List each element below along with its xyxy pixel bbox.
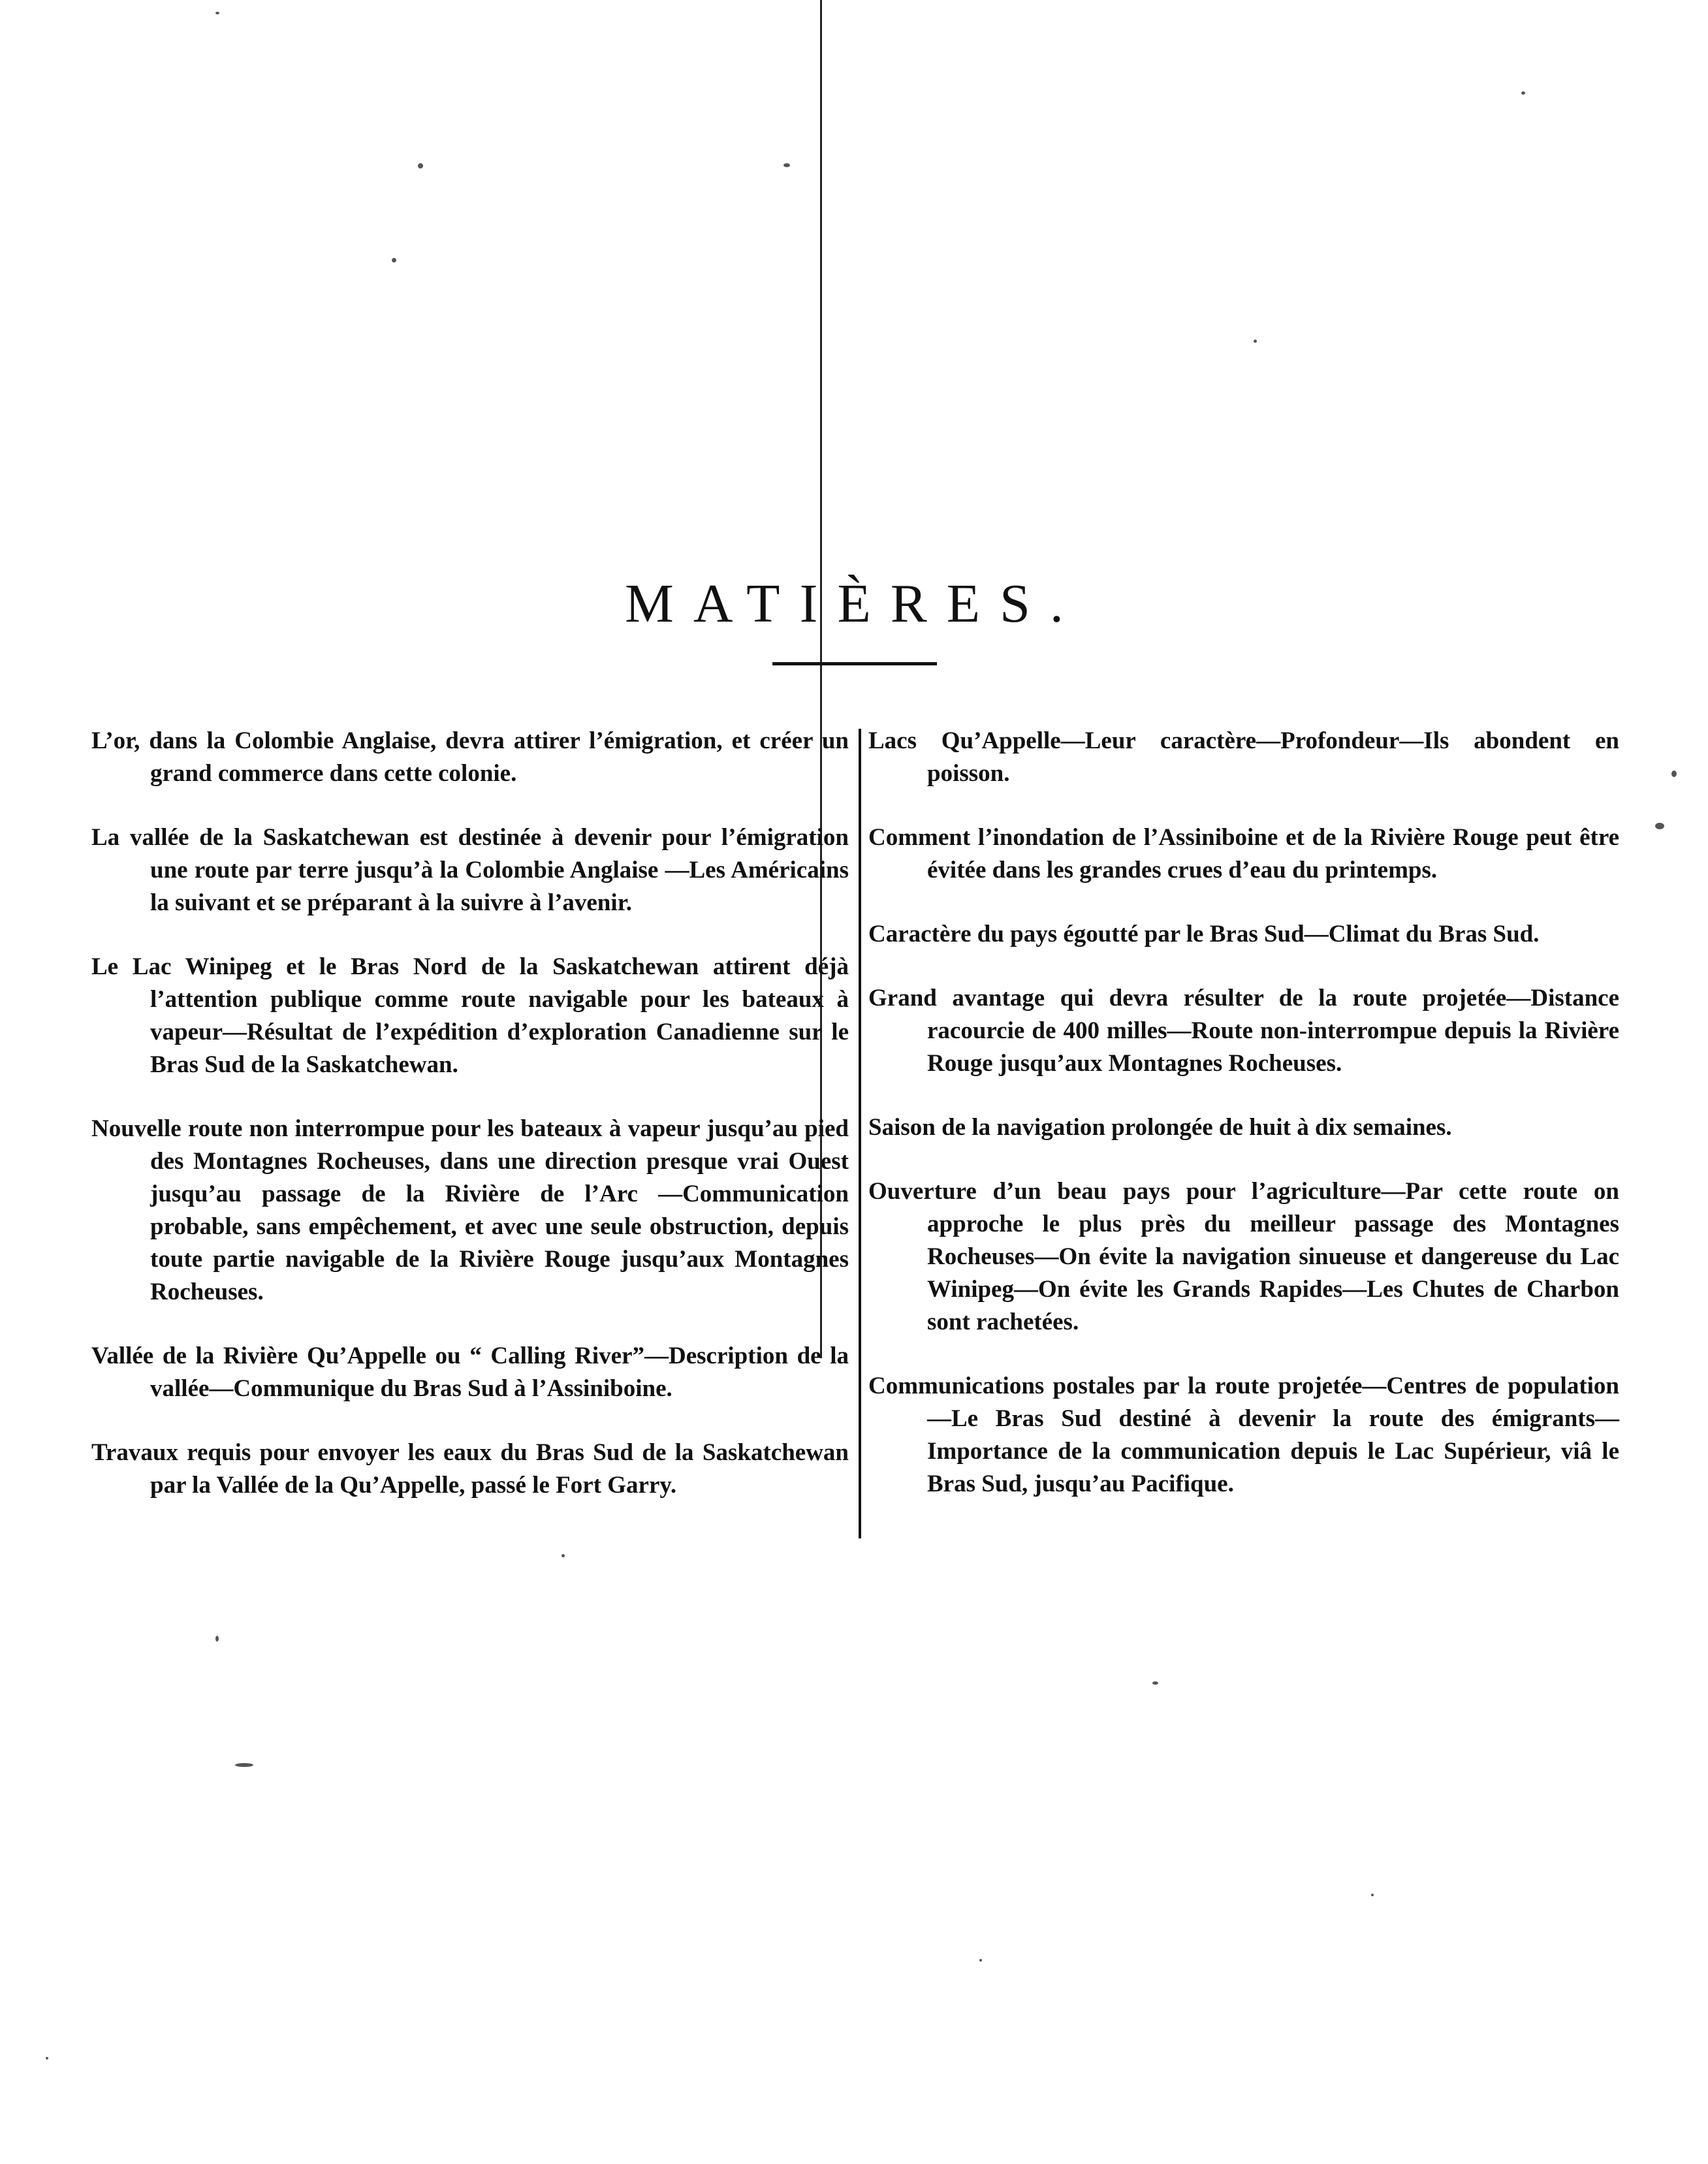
scan-speck <box>1254 340 1257 343</box>
scan-speck <box>1521 91 1525 95</box>
scan-speck <box>418 163 423 168</box>
scan-speck <box>215 1636 219 1642</box>
contents-entry: Ouverture d’un beau pays pour l’agriculture—Par cette route on approche le plus près du meilleur passage des Montagnes Rocheuses—On évite la navigation sinueuse et dangereuse du Lac Winipeg—On évite les Grands Rapides—Les Chutes de Charbon sont rachetées. <box>868 1178 1619 1335</box>
scan-speck <box>392 258 396 263</box>
scan-speck <box>46 2057 48 2060</box>
contents-entry: Saison de la navigation prolongée de huit à dix semaines. <box>868 1114 1452 1141</box>
scan-speck <box>235 1763 253 1767</box>
scan-speck <box>1152 1681 1158 1685</box>
scan-speck <box>1655 823 1664 829</box>
scan-speck <box>979 1959 982 1962</box>
right-column <box>868 725 1619 1532</box>
scan-speck <box>1371 1894 1374 1896</box>
contents-entry: La vallée de la Saskatchewan est destinée à devenir pour l’émigration une route par terre jusqu’à la Colombie Anglaise —Les Américains la suivant et se préparant à la suivre à l’avenir. <box>91 824 849 916</box>
contents-entry: Grand avantage qui devra résulter de la route projetée—Distance racourcie de 400 milles—Route non-interrompue depuis la Rivière Rouge jusqu’aux Montagnes Rocheuses. <box>868 985 1619 1077</box>
contents-entry: Travaux requis pour envoyer les eaux du Bras Sud de la Saskatchewan par la Vallée de la Qu’Appelle, passé le Fort Garry. <box>91 1439 849 1499</box>
contents-entry: Lacs Qu’Appelle—Leur caractère—Profondeur—Ils abondent en poisson. <box>868 727 1619 787</box>
title-rule <box>772 662 937 665</box>
contents-entry: Comment l’inondation de l’Assiniboine et de la Rivière Rouge peut être évitée dans les grandes crues d’eau du printemps. <box>868 824 1619 883</box>
contents-entry: L’or, dans la Colombie Anglaise, devra attirer l’émigration, et créer un grand commerce dans cette colonie. <box>91 727 849 787</box>
column-divider <box>859 729 861 1538</box>
scan-speck <box>1671 771 1677 777</box>
left-column <box>91 725 849 1533</box>
contents-entry: Le Lac Winipeg et le Bras Nord de la Saskatchewan attirent déjà l’attention publique comme route navigable pour les bateaux à vapeur—Résultat de l’expédition d’exploration Canadienne sur le Bras Sud de la Saskatchewan. <box>91 953 849 1078</box>
contents-entry: Nouvelle route non interrompue pour les bateaux à vapeur jusqu’au pied des Montagnes Rocheuses, dans une direction presque vrai Ouest jusqu’au passage de la Rivière de l’Arc —Communication probable, sans empêchement, et avec une seule obstruction, depuis toute partie navigable de la Rivière Rouge jusqu’aux Montagnes Rocheuses. <box>91 1115 849 1305</box>
contents-entry: Communications postales par la route projetée—Centres de population—Le Bras Sud destiné à devenir la route des émigrants—Importance de la communication depuis le Lac Supérieur, viâ le Bras Sud, jusqu’au Pacifique. <box>868 1373 1619 1497</box>
contents-entry: Caractère du pays égoutté par le Bras Sud—Climat du Bras Sud. <box>868 921 1540 947</box>
scan-speck <box>215 12 219 14</box>
scan-speck <box>561 1554 565 1557</box>
page-title: MATIÈRES. <box>625 573 1083 635</box>
scan-speck <box>783 163 790 167</box>
contents-entry: Vallée de la Rivière Qu’Appelle ou “ Calling River”—Description de la vallée—Communique du Bras Sud à l’Assiniboine. <box>91 1343 849 1402</box>
